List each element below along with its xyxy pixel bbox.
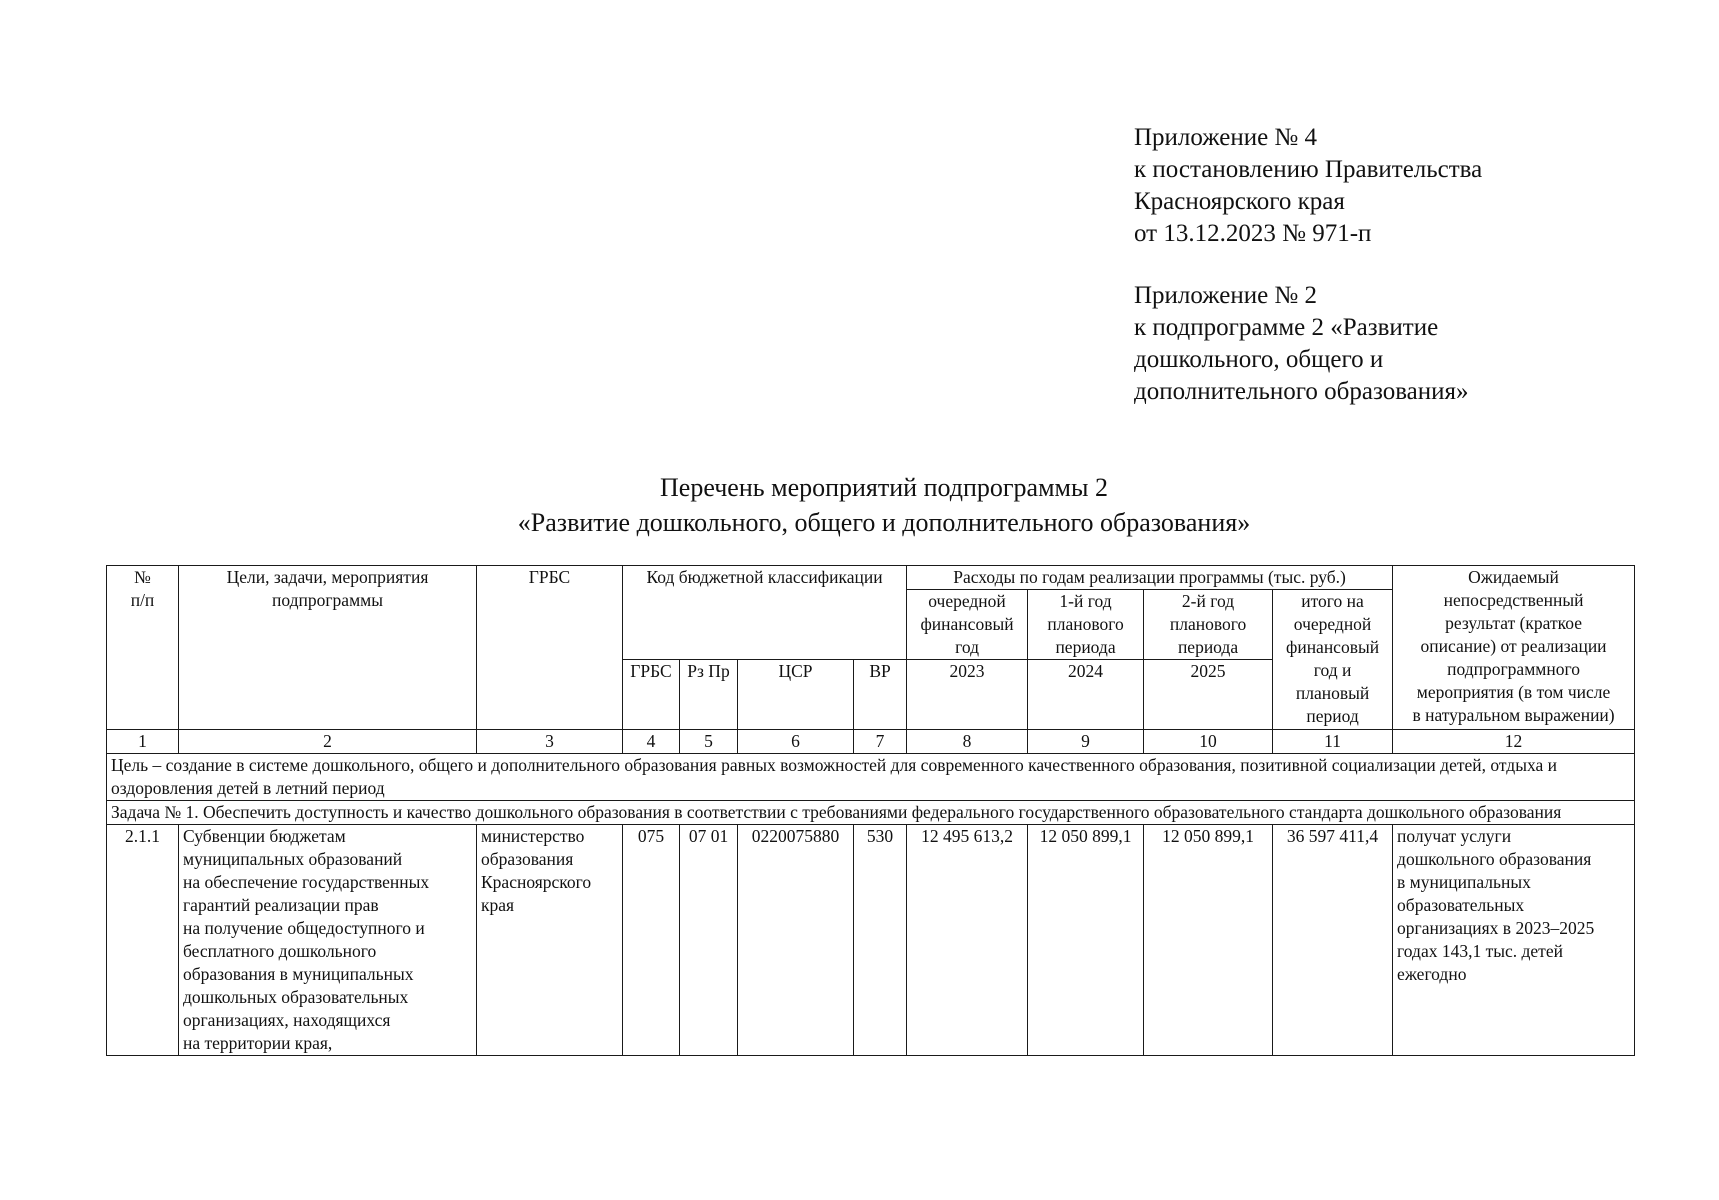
row-amount-total: 36 597 411,4 — [1273, 825, 1393, 1056]
row-description: Субвенции бюджетам муниципальных образований на обеспечение государственных гарантий реализации прав на получение общедоступного и бесплатного дошкольного образования в муниципальных дошкольных образовательных организациях, находящихся на территории края, — [179, 825, 477, 1056]
table-row — [107, 825, 1635, 1056]
header-grbs: ГРБС — [477, 566, 623, 730]
header-year-2025: 2025 — [1144, 660, 1273, 730]
appendix-2-line: Приложение № 2 — [1134, 282, 1318, 309]
appendix-2-header — [1134, 280, 1469, 408]
column-number: 1 — [107, 730, 179, 754]
header-expenses: Расходы по годам реализации программы (тыс. руб.) — [907, 566, 1393, 590]
header-year-2: 2-й год планового периода — [1144, 590, 1273, 660]
row-amount-2024: 12 050 899,1 — [1028, 825, 1144, 1056]
row-code-vr: 530 — [854, 825, 907, 1056]
row-amount-2025: 12 050 899,1 — [1144, 825, 1273, 1056]
column-number: 3 — [477, 730, 623, 754]
column-number: 2 — [179, 730, 477, 754]
header-year-1: 1-й год планового периода — [1028, 590, 1144, 660]
header-result: Ожидаемый непосредственный результат (краткое описание) от реализации подпрограммного мероприятия (в том числе в натуральном выражении) — [1393, 566, 1635, 730]
header-code-csr: ЦСР — [738, 660, 854, 730]
header-total: итого на очередной финансовый год и плановый период — [1273, 590, 1393, 730]
column-numbers-row — [107, 730, 1635, 754]
row-amount-2023: 12 495 613,2 — [907, 825, 1028, 1056]
column-number: 4 — [623, 730, 680, 754]
column-number: 12 — [1393, 730, 1635, 754]
row-code-rzpr: 07 01 — [680, 825, 738, 1056]
appendix-2-line: дополнительного образования» — [1134, 378, 1469, 405]
task-text: Задача № 1. Обеспечить доступность и качество дошкольного образования в соответствии с требованиями федерального государственного образовательного стандарта дошкольного образования — [107, 801, 1635, 825]
header-code-rzpr: Рз Пр — [680, 660, 738, 730]
column-number: 8 — [907, 730, 1028, 754]
appendix-4-line: Красноярского края — [1134, 188, 1345, 215]
header-year-2024: 2024 — [1028, 660, 1144, 730]
column-number: 10 — [1144, 730, 1273, 754]
row-code-csr: 0220075880 — [738, 825, 854, 1056]
appendix-4-line: Приложение № 4 — [1134, 124, 1318, 151]
goal-row — [107, 754, 1635, 801]
header-goals: Цели, задачи, мероприятия подпрограммы — [179, 566, 477, 730]
header-year-current: очередной финансовый год — [907, 590, 1028, 660]
row-code-grbs: 075 — [623, 825, 680, 1056]
appendix-4-header — [1134, 122, 1482, 250]
column-number: 11 — [1273, 730, 1393, 754]
column-number: 6 — [738, 730, 854, 754]
goal-text: Цель – создание в системе дошкольного, общего и дополнительного образования равных возможностей для современного качественного образования, позитивной социализации детей, отдыха и оздоровления детей в летний период — [107, 754, 1635, 801]
appendix-2-line: к подпрограмме 2 «Развитие — [1134, 314, 1439, 341]
measures-table — [106, 565, 1635, 1056]
document-title — [0, 470, 1719, 540]
header-row-1 — [107, 566, 1635, 590]
header-code-grbs: ГРБС — [623, 660, 680, 730]
header-budget-code: Код бюджетной классификации — [623, 566, 907, 660]
row-grbs: министерство образования Красноярского края — [477, 825, 623, 1056]
header-code-vr: ВР — [854, 660, 907, 730]
appendix-4-line: от 13.12.2023 № 971-п — [1134, 220, 1372, 247]
title-line-2: «Развитие дошкольного, общего и дополнительного образования» — [517, 508, 1251, 537]
column-number: 7 — [854, 730, 907, 754]
header-year-2023: 2023 — [907, 660, 1028, 730]
column-number: 5 — [680, 730, 738, 754]
row-num: 2.1.1 — [107, 825, 179, 1056]
title-line-1: Перечень мероприятий подпрограммы 2 — [660, 473, 1108, 502]
header-num: № п/п — [107, 566, 179, 730]
appendix-4-line: к постановлению Правительства — [1134, 156, 1483, 183]
row-result: получат услуги дошкольного образования в муниципальных образовательных организациях в 2023–2025 годах 143,1 тыс. детей ежегодно — [1393, 825, 1635, 1056]
column-number: 9 — [1028, 730, 1144, 754]
task-row — [107, 801, 1635, 825]
appendix-2-line: дошкольного, общего и — [1134, 346, 1384, 373]
